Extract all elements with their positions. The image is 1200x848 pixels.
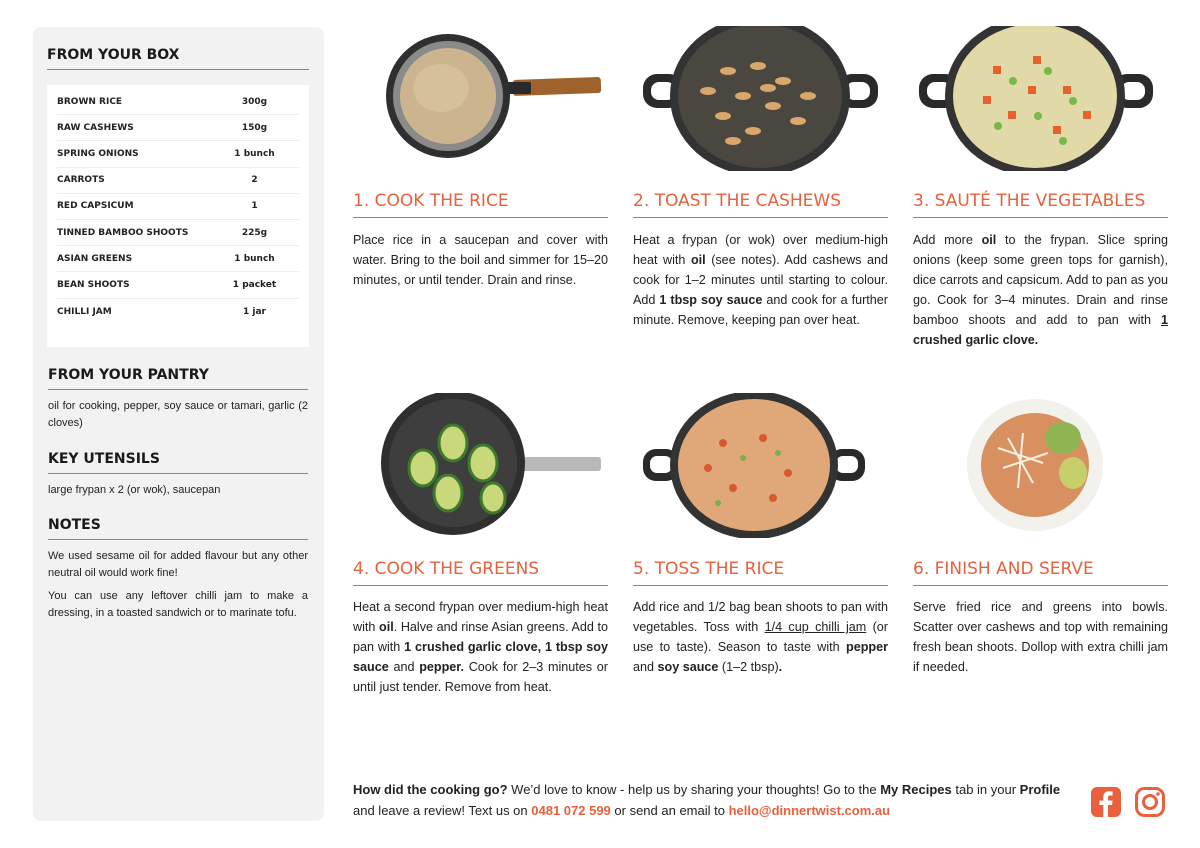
ingredient-row — [57, 299, 299, 325]
footer-text-2: tab in your — [951, 782, 1020, 797]
step-text-segment: 1/4 cup chilli jam — [764, 620, 867, 634]
my-recipes-link[interactable]: My Recipes — [880, 782, 952, 797]
frypan-fried-rice-image — [633, 393, 888, 538]
step-6-body — [913, 597, 1168, 677]
ingredient-name: RED CAPSICUM — [57, 201, 134, 212]
ingredient-name: ASIAN GREENS — [57, 253, 133, 264]
sidebar — [33, 27, 324, 821]
ingredient-name: SPRING ONIONS — [57, 148, 139, 159]
ingredient-qty: 1 packet — [232, 279, 277, 290]
ingredient-table — [47, 85, 309, 347]
ingredient-row — [57, 272, 299, 298]
step-text-segment: Heat a frypan (or wok) over medium-high heat with — [633, 233, 888, 267]
notes-heading: NOTES — [48, 517, 308, 540]
step-text-segment: 1 tbsp soy sauce — [659, 293, 763, 307]
ingredient-row — [57, 141, 299, 167]
ingredient-qty: 225g — [241, 227, 268, 238]
ingredient-row — [57, 168, 299, 194]
frypan-greens-image — [353, 393, 608, 538]
email-link[interactable]: hello@dinnertwist.com.au — [728, 803, 891, 818]
ingredient-row — [57, 194, 299, 220]
step-text-segment: pepper — [846, 640, 888, 654]
step-3-body — [913, 230, 1168, 350]
utensils-heading: KEY UTENSILS — [48, 451, 308, 474]
instagram-icon[interactable] — [1134, 786, 1166, 818]
step-1-body — [353, 230, 608, 290]
step-text-segment: Place rice in a saucepan and cover with water. Bring to the boil and simmer for 15–20 minutes, or until tender. Drain and rinse. — [353, 233, 608, 287]
step-text-segment: Add more — [913, 233, 982, 247]
feedback-footer — [353, 779, 1073, 821]
step-text-segment: and cook for a further minute. Remove, keeping pan over heat. — [633, 293, 888, 327]
ingredient-qty: 300g — [241, 96, 268, 107]
step-text-segment: 1 — [1160, 313, 1168, 327]
saucepan-rice-image — [353, 26, 608, 171]
ingredient-row — [57, 220, 299, 246]
footer-text-1: We’d love to know - help us by sharing your thoughts! Go to the — [507, 782, 881, 797]
box-heading: FROM YOUR BOX — [47, 47, 309, 70]
step-2-title: 2. TOAST THE CASHEWS — [633, 191, 888, 218]
step-1-title: 1. COOK THE RICE — [353, 191, 608, 218]
ingredient-qty: 2 — [251, 175, 258, 186]
step-text-segment: and — [388, 660, 420, 674]
step-text-segment: . Halve and rinse Asian greens. Add to pan with — [353, 620, 608, 654]
step-5-body — [633, 597, 888, 677]
step-text-segment: (1–2 tbsp) — [718, 660, 779, 674]
step-text-segment: 1 crushed garlic clove, 1 tbsp soy sauce — [353, 640, 608, 674]
step-text-segment: soy sauce — [657, 660, 719, 674]
step-text-segment: to the frypan. Slice spring onions (keep some green tops for garnish), dice carrots and capsicum. Add to pan as you go. Cook for 3–4 minutes. Drain and rinse bamboo shoots and add to pan with — [913, 233, 1168, 327]
footer-text-3: and leave a review! Text us on — [353, 803, 532, 818]
ingredient-qty: 150g — [241, 122, 268, 133]
ingredient-qty: 1 bunch — [234, 253, 275, 264]
step-text-segment: and — [633, 660, 658, 674]
step-6-title: 6. FINISH AND SERVE — [913, 559, 1168, 586]
step-4-title: 4. COOK THE GREENS — [353, 559, 608, 586]
footer-text-4: or send an email to — [610, 803, 729, 818]
ingredient-qty: 1 bunch — [234, 148, 275, 159]
ingredient-qty: 1 jar — [243, 306, 266, 317]
footer-question: How did the cooking go? — [353, 782, 508, 797]
ingredient-name: TINNED BAMBOO SHOOTS — [57, 227, 189, 238]
ingredient-name: CHILLI JAM — [57, 306, 112, 317]
serving-bowl-image — [913, 393, 1168, 538]
ingredient-name: CARROTS — [57, 175, 105, 186]
phone-link[interactable]: 0481 072 599 — [531, 803, 611, 818]
step-text-segment: oil — [981, 233, 997, 247]
ingredient-row — [57, 115, 299, 141]
ingredient-qty: 1 — [251, 201, 258, 212]
ingredient-row — [57, 246, 299, 272]
notes-section — [48, 517, 308, 622]
step-text-segment: crushed garlic clove. — [913, 333, 1039, 347]
step-2-body — [633, 230, 888, 330]
profile-link[interactable]: Profile — [1019, 782, 1061, 797]
facebook-icon[interactable] — [1090, 786, 1122, 818]
step-text-segment: . — [778, 660, 783, 674]
utensils-text: large frypan x 2 (or wok), saucepan — [48, 484, 221, 496]
step-text-segment: Serve fried rice and greens into bowls. Scatter over cashews and top with remaining fresh bean shoots. Dollop with extra chilli jam if needed. — [913, 600, 1168, 674]
pantry-heading: FROM YOUR PANTRY — [48, 367, 308, 390]
note-2: You can use any leftover chilli jam to make a dressing, in a toasted sandwich or to marinate tofu. — [48, 590, 308, 619]
step-text-segment: oil — [690, 253, 706, 267]
step-5-title: 5. TOSS THE RICE — [633, 559, 888, 586]
frypan-vegetables-image — [913, 26, 1168, 171]
step-4-body — [353, 597, 608, 697]
step-text-segment: Heat a second frypan over medium-high heat with — [353, 600, 608, 634]
step-3-title: 3. SAUTÉ THE VEGETABLES — [913, 191, 1168, 218]
step-text-segment: Cook for 2–3 minutes or until just tender. Remove from heat. — [353, 660, 608, 694]
pantry-text: oil for cooking, pepper, soy sauce or tamari, garlic (2 cloves) — [48, 400, 308, 429]
utensils-section — [48, 451, 308, 499]
step-text-segment: Add rice and 1/2 bag bean shoots to pan with vegetables. Toss with — [633, 600, 888, 634]
step-text-segment: oil — [379, 620, 394, 634]
ingredient-name: BROWN RICE — [57, 96, 123, 107]
pantry-section — [48, 367, 308, 432]
step-text-segment: (see notes). Add cashews and cook for 1–2 minutes until starting to colour. Add — [633, 253, 889, 307]
note-1: We used sesame oil for added flavour but any other neutral oil would work fine! — [48, 550, 308, 579]
step-text-segment: pepper. — [419, 660, 464, 674]
ingredient-name: BEAN SHOOTS — [57, 279, 130, 290]
frypan-cashews-image — [633, 26, 888, 171]
ingredient-row — [57, 89, 299, 115]
ingredient-name: RAW CASHEWS — [57, 122, 134, 133]
step-text-segment: (or use to taste). Season to taste with — [633, 620, 888, 654]
